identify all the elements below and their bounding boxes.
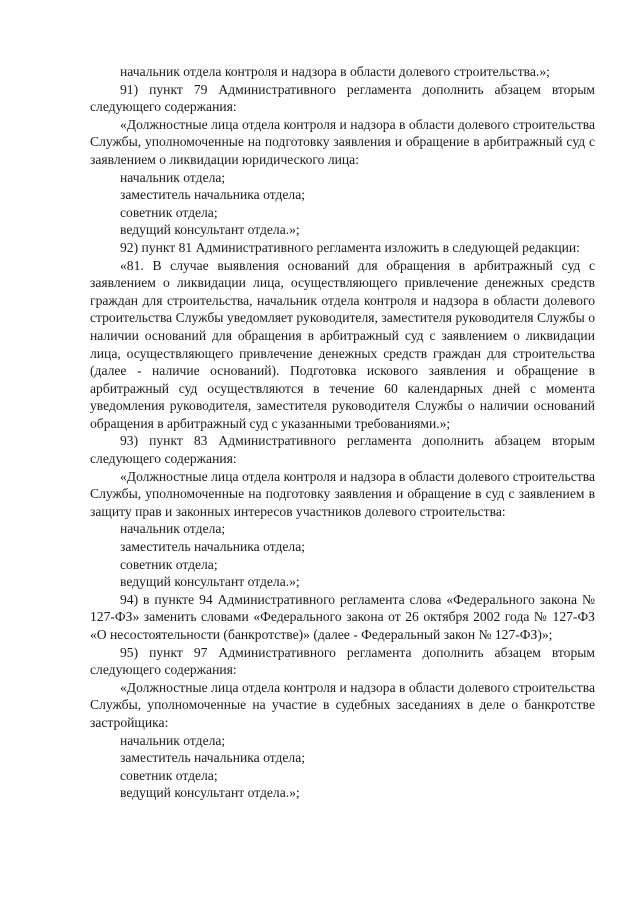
- list-item-consultant: ведущий консультант отдела.»;: [120, 222, 300, 238]
- list-item-advisor: советник отдела;: [120, 204, 218, 220]
- list-item-deputy: заместитель начальника отдела;: [120, 539, 306, 555]
- list-item-head: начальник отдела;: [120, 732, 226, 748]
- document-page: [90, 63, 595, 802]
- paragraph-item-95: 95) пункт 97 Административного регламента дополнить абзацем вторым следующего содержания:: [90, 644, 595, 678]
- paragraph-item-91: 91) пункт 79 Административного регламента дополнить абзацем вторым следующего содержания:: [90, 81, 595, 115]
- list-item-advisor: советник отдела;: [120, 767, 218, 783]
- list-item-consultant: ведущий консультант отдела.»;: [120, 785, 300, 801]
- list-item-consultant: ведущий консультант отдела.»;: [120, 574, 300, 590]
- paragraph-quote-83: «Должностные лица отдела контроля и надзора в области долевого строительства Службы, уполномоченные на подготовку заявления и обращение в суд с заявлением в защиту прав и законных интересов участников долевого строительства:: [90, 468, 595, 519]
- list-item-deputy: заместитель начальника отдела;: [120, 750, 306, 766]
- list-item-head: начальник отдела;: [120, 169, 226, 185]
- list-item-head: начальник отдела;: [120, 521, 226, 537]
- paragraph-quote-79: «Должностные лица отдела контроля и надзора в области долевого строительства Службы, уполномоченные на подготовку заявления и обращение в арбитражный суд с заявлением о ликвидации юридического лица:: [90, 116, 595, 167]
- list-item-advisor: советник отдела;: [120, 556, 218, 572]
- paragraph-quote-97: «Должностные лица отдела контроля и надзора в области долевого строительства Службы, уполномоченные на участие в судебных заседаниях в деле о банкротстве застройщика:: [90, 679, 595, 730]
- paragraph-item-94: 94) в пункте 94 Административного регламента слова «Федерального закона № 127-ФЗ» заменить словами «Федерального закона от 26 октября 2002 года № 127-ФЗ «О несостоятельности (банкротстве)» (далее - Федеральный закон № 127-ФЗ)»;: [90, 591, 595, 642]
- paragraph-continuation: начальник отдела контроля и надзора в области долевого строительства.»;: [120, 64, 550, 79]
- paragraph-item-93: 93) пункт 83 Административного регламента дополнить абзацем вторым следующего содержания:: [90, 433, 595, 467]
- list-item-deputy: заместитель начальника отдела;: [120, 187, 306, 203]
- paragraph-quote-81: «81. В случае выявления оснований для обращения в арбитражный суд с заявлением о ликвидации лица, осуществляющего привлечение денежных средств граждан для строительства, начальник отдела контроля и надзора в области долевого строительства Службы уведомляет руководителя, заместителя руководителя Службы о наличии оснований для обращения в арбитражный суд с заявлением о ликвидации лица, осуществляющего привлечение денежных средств граждан для строительства (далее - наличие оснований). Подготовка искового заявления и обращение в арбитражный суд осуществляются в течение 60 календарных дней с момента уведомления руководителя, заместителя руководителя Службы о наличии оснований обращения в арбитражный суд с указанными требованиями.»;: [90, 257, 595, 431]
- paragraph-item-92: 92) пункт 81 Административного регламента изложить в следующей редакции:: [120, 239, 580, 255]
